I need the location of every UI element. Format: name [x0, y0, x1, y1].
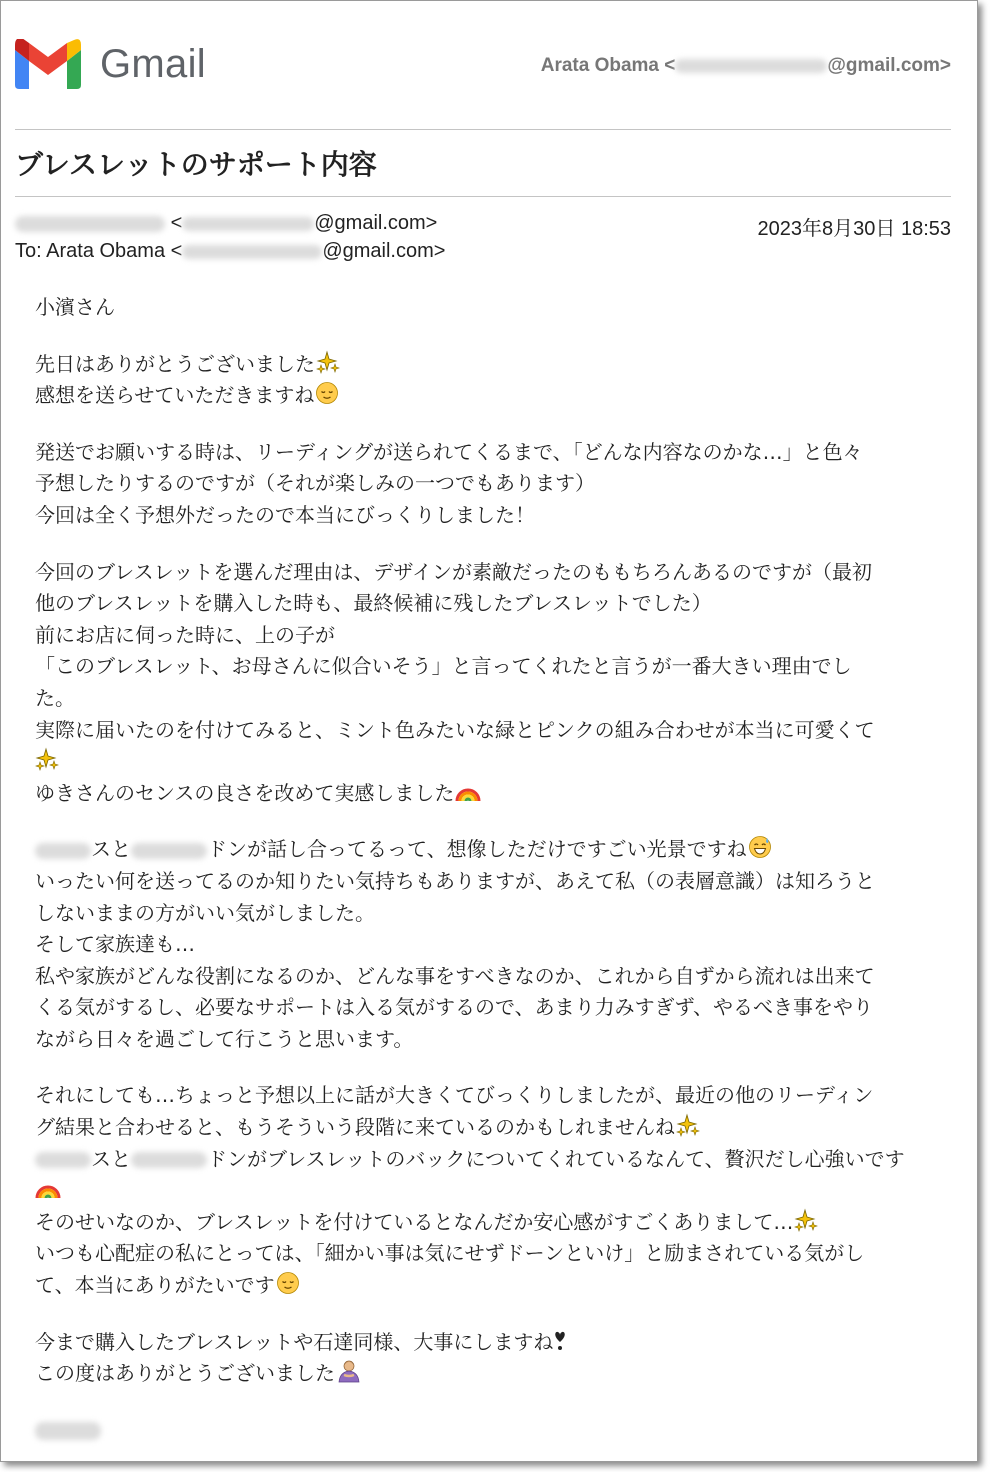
body-line: ながら日々を過ごして行こうと思います。: [35, 1026, 414, 1051]
relieved-face-icon: [315, 381, 339, 405]
redacted-signature: [35, 1422, 101, 1440]
recipient-prefix: To: Arata Obama: [15, 240, 166, 262]
grinning-sweat-face-icon: [748, 835, 772, 859]
greeting: 小濱さん: [35, 295, 115, 319]
sparkles-icon: [676, 1113, 700, 1137]
body-line: 「このブレスレット、お母さんに似合いそう」と言ってくれたと言うが一番大きい理由でし: [35, 654, 852, 679]
body-line: [35, 380, 939, 412]
body-text: ドンがブレスレットのバックについてくれているなんて、贅沢だし心強いです: [207, 1146, 905, 1171]
redacted-recipient-user: [182, 245, 322, 259]
body-paragraph-6: [35, 1327, 939, 1390]
gmail-wordmark: Gmail: [100, 41, 206, 86]
body-line: [35, 1327, 939, 1359]
body-line: いつも心配症の私にとっては、「細かい事は気にせずドーンといけ」と励まされている気がし: [35, 1241, 865, 1266]
body-paragraph-5: [35, 1080, 939, 1301]
body-text: スと: [91, 837, 131, 862]
body-text: 今まで購入したブレスレットや石達同様、大事にしますね: [35, 1329, 554, 1354]
redacted-sender-user: [182, 217, 314, 231]
subject-divider: [15, 196, 951, 197]
body-line: 予想したりするのですが（それが楽しみの一つでもあります）: [35, 471, 595, 496]
email-subject: ブレスレットのサポート内容: [15, 148, 377, 181]
body-line: 他のブレスレットを購入した時も、最終候補に残したブレスレットでした）: [35, 591, 712, 616]
body-line: [35, 746, 939, 778]
greeting-paragraph: [35, 292, 939, 324]
recipient-line: [15, 240, 445, 263]
body-text: ゆきさんのセンスの良さを改めて実感しました: [35, 780, 455, 805]
redacted-name: [131, 843, 207, 859]
body-text: グ結果と合わせると、もうそういう段階に来ているのかもしれませんね: [35, 1115, 675, 1140]
recipient-email-domain: @gmail.com>: [322, 240, 446, 262]
account-header: [541, 55, 951, 77]
body-paragraph-2: [35, 437, 939, 532]
body-line: 前にお店に伺った時に、上の子が: [35, 622, 335, 647]
body-paragraph-1: [35, 349, 939, 412]
body-line: [35, 1207, 939, 1239]
sender-email-domain: @gmail.com>: [314, 212, 438, 234]
sender-email-open: <: [170, 212, 183, 234]
body-line: [35, 1358, 939, 1390]
redacted-name: [35, 1152, 91, 1168]
redacted-name: [35, 843, 91, 859]
account-email-open: <: [664, 55, 676, 76]
body-paragraph-3: [35, 557, 939, 810]
redacted-email-user: [675, 59, 827, 73]
body-line: [35, 349, 939, 381]
body-line: [35, 1175, 939, 1207]
body-text: そのせいなのか、ブレスレットを付けているとなんだか安心感がすごくありまして…: [35, 1209, 794, 1234]
body-line: [35, 1144, 939, 1176]
rainbow-icon: [35, 1176, 61, 1200]
sender-line: [15, 212, 437, 235]
recipient-email-open: <: [170, 240, 183, 262]
header-divider: [15, 129, 951, 130]
body-line: そして家族達も…: [35, 932, 195, 957]
account-email-domain: @gmail.com>: [827, 55, 951, 76]
gmail-m-icon: [15, 39, 81, 89]
body-line: 今回のブレスレットを選んだ理由は、デザインが素敵だったのももちろんあるのですが（最初: [35, 559, 872, 584]
body-line: 私や家族がどんな役割になるのか、どんな事をすべきなのか、これから自ずから流れは出来て: [35, 963, 875, 988]
sparkles-icon: [794, 1208, 818, 1232]
redacted-sender-name: [15, 216, 165, 232]
heart-exclamation-icon: [554, 1330, 566, 1352]
gmail-logo: [15, 39, 206, 89]
body-line: [35, 778, 939, 810]
email-date: 2023年8月30日 18:53: [757, 218, 951, 240]
body-text: ドンが話し合ってるって、想像しただけですごい光景ですね: [207, 837, 747, 862]
body-line: 今回は全く予想外だったので本当にびっくりしました！: [35, 502, 535, 527]
body-paragraph-4: [35, 834, 939, 1055]
sparkles-icon: [316, 350, 340, 374]
body-line: 実際に届いたのを付けてみると、ミント色みたいな緑とピンクの組み合わせが本当に可愛くて: [35, 717, 875, 742]
body-line: [35, 1112, 939, 1144]
body-line: いったい何を送ってるのか知りたい気持ちもありますが、あえて私（の表層意識）は知ろうと: [35, 868, 875, 893]
redacted-name: [131, 1152, 207, 1168]
rainbow-icon: [455, 779, 481, 803]
body-text: 感想を送らせていただきますね: [35, 383, 315, 408]
body-line: くる気がするし、必要なサポートは入る気がするので、あまり力みすぎず、やるべき事をやり: [35, 995, 873, 1020]
body-line: [35, 834, 939, 866]
body-text: スと: [91, 1146, 131, 1171]
body-line: しないままの方がいい気がしました。: [35, 900, 375, 925]
bowing-person-icon: [336, 1359, 362, 1383]
body-line: それにしても…ちょっと予想以上に話が大きくてびっくりしましたが、最近の他のリーディン: [35, 1083, 874, 1108]
relieved-face-icon: [276, 1271, 300, 1295]
account-name: Arata Obama: [540, 55, 660, 76]
body-text: 先日はありがとうございました: [35, 351, 315, 376]
body-line: 発送でお願いする時は、リーディングが送られてくるまで、「どんな内容なのかな…」と色々: [35, 439, 863, 464]
sparkles-icon: [35, 747, 59, 771]
email-body: [35, 292, 939, 1446]
signature: [35, 1415, 939, 1447]
body-text: この度はありがとうございました: [35, 1361, 335, 1386]
body-text: て、本当にありがたいです: [35, 1273, 275, 1298]
body-line: [35, 1270, 939, 1302]
body-line: た。: [35, 685, 75, 710]
